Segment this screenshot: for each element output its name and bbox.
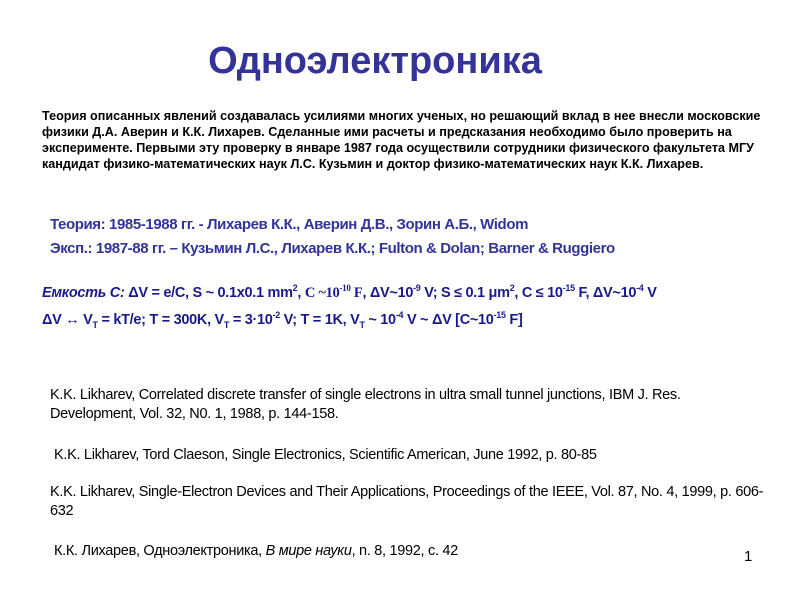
capacitance-formula-line: Емкость С: ΔV = e/C, S ~ 0.1x0.1 $mm^2$, C $\sim 10^{-10}$ F, $\Delta V\sim 10^{-9}$ V; S ≤ 0.1 $\mu m^2$, $C \le 10^{-15}$ F, $\Delta V\sim 10^{-4}$ V	[42, 283, 657, 301]
capacitance-label: Емкость С:	[42, 285, 125, 301]
page-number: 1	[744, 548, 753, 565]
theory-line: Теория: 1985-1988 гг. - Лихарев К.К., Аверин Д.В., Зорин А.Б., Widom	[50, 216, 529, 233]
reference-1: K.K. Likharev, Correlated discrete transfer of single electrons in ultra small tunnel junctions, IBM J. Res. Development, Vol. 32, N0. 1, 1988, p. 144-158.	[50, 387, 681, 422]
reference-3: K.K. Likharev, Single-Electron Devices and Their Applications, Proceedings of the IEEE, Vol. 87, No. 4, 1999, p. 606-632	[50, 484, 764, 519]
reference-4: К.К. Лихарев, Одноэлектроника, В мире науки, n. 8, 1992, c. 42	[54, 543, 458, 559]
slide-title: Одноэлектроника	[208, 40, 542, 82]
experiment-line: Эксп.: 1987-88 гг. – Кузьмин Л.С., Лихарев К.К.; Fulton & Dolan; Barner & Ruggiero	[50, 240, 615, 257]
thermal-formula-line: ΔV ↔ $V_T = kT/e$; T = 300K, $V_T = 3\cdot 10^{-2}$ V; T = 1K, $V_T$ ~ $10^{-4}$ V ~ ΔV [$C\sim 10^{-15}$ F]	[42, 310, 523, 330]
reference-2: K.K. Likharev, Tord Claeson, Single Electronics, Scientific American, June 1992, p. 80-85	[54, 447, 597, 463]
intro-paragraph: Теория описанных явлений создавалась усилиями многих ученых, но решающий вклад в нее внесли московские физики Д.А. Аверин и К.К. Лихарев. Сделанные ими расчеты и предсказания необходимо было проверить на эксперименте. Первыми эту проверку в январе 1987 года осуществили сотрудники физического факультета МГУ кандидат физико-математических наук Л.С. Кузьмин и доктор физико-математических наук К.К. Лихарев.	[42, 109, 761, 171]
journal-title: В мире науки	[265, 543, 352, 559]
